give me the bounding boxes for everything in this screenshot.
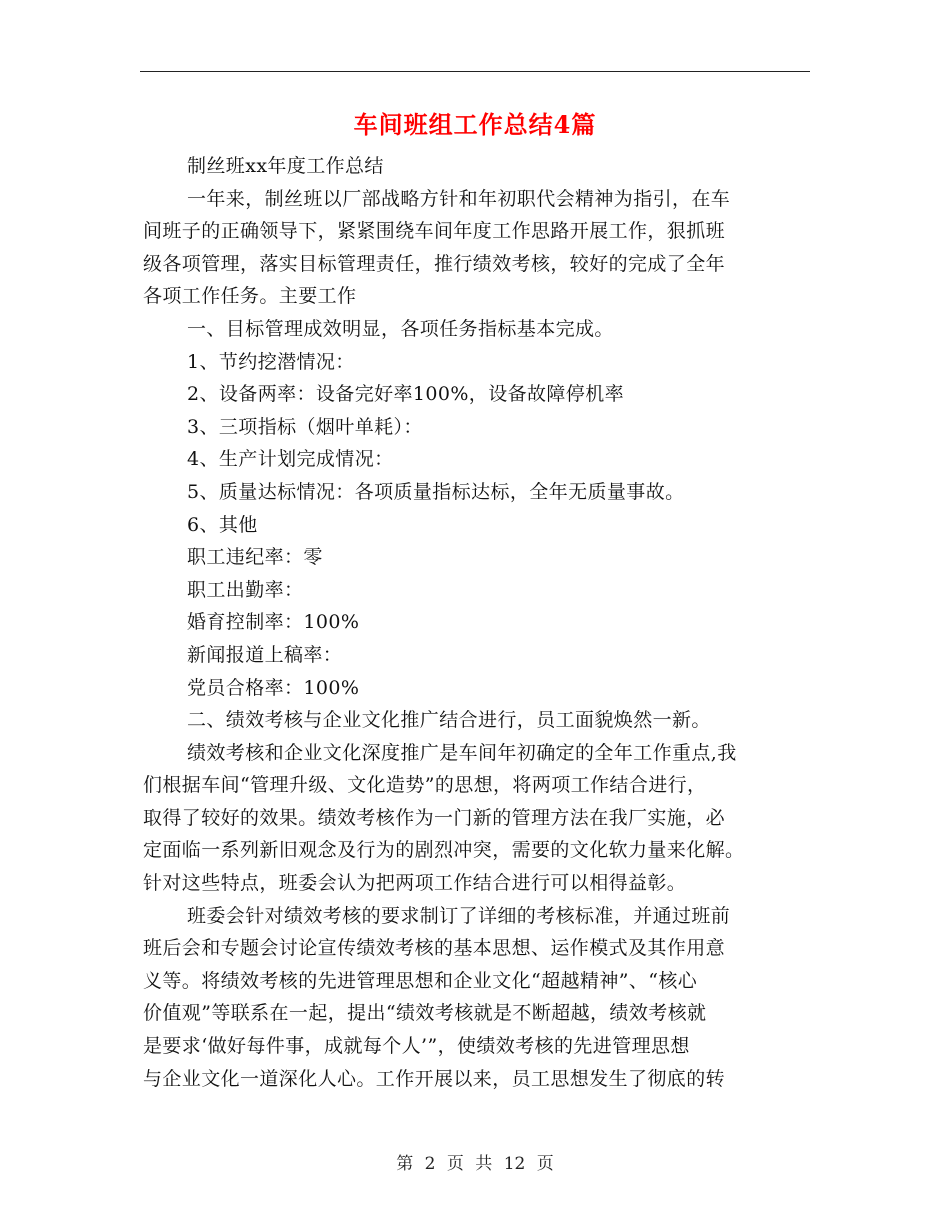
header-rule (140, 71, 810, 72)
paragraph-line: 定面临一系列新旧观念及行为的剧烈冲突，需要的文化软力量来化解。 (143, 839, 745, 862)
metric-line: 职工违纪率：零 (187, 546, 323, 569)
list-item: 5、质量达标情况：各项质量指标达标，全年无质量事故。 (187, 480, 685, 503)
document-body (143, 150, 809, 1095)
metric-line: 婚育控制率：100% (187, 611, 360, 634)
metric-line: 党员合格率：100% (187, 676, 360, 699)
list-item: 3、三项指标（烟叶单耗）： (187, 415, 423, 438)
metric-line: 职工出勤率： (187, 578, 304, 601)
paragraph-line: 价值观”等联系在一起，提出“绩效考核就是不断超越，绩效考核就 (143, 1002, 707, 1025)
paragraph-line: 班后会和专题会讨论宣传绩效考核的基本思想、运作模式及其作用意 (143, 937, 726, 960)
paragraph-line: 针对这些特点，班委会认为把两项工作结合进行可以相得益彰。 (143, 872, 687, 895)
page-number-footer: 第 2 页 共 12 页 (396, 1154, 554, 1174)
metric-line: 新闻报道上稿率： (187, 643, 343, 666)
subtitle-line: 制丝班xx年度工作总结 (187, 155, 384, 177)
paragraph-line: 与企业文化一道深化人心。工作开展以来，员工思想发生了彻底的转 (143, 1067, 726, 1090)
list-item: 6、其他 (187, 513, 258, 536)
paragraph-line: 取得了较好的效果。绩效考核作为一门新的管理方法在我厂实施，必 (143, 806, 726, 829)
list-item: 1、节约挖潜情况： (187, 350, 355, 373)
paragraph-line: 义等。将绩效考核的先进管理思想和企业文化“超越精神”、“核心 (143, 969, 698, 992)
paragraph-line: 各项工作任务。主要工作 (143, 285, 357, 308)
paragraph-line: 是要求‘做好每件事，成就每个人’”，使绩效考核的先进管理思想 (143, 1035, 690, 1058)
paragraph-line: 级各项管理，落实目标管理责任，推行绩效考核，较好的完成了全年 (143, 252, 726, 275)
section-heading: 一、目标管理成效明显，各项任务指标基本完成。 (187, 317, 614, 340)
paragraph-line: 班委会针对绩效考核的要求制订了详细的考核标准，并通过班前 (187, 904, 731, 927)
paragraph-line: 们根据车间“管理升级、文化造势”的思想，将两项工作结合进行， (143, 774, 707, 797)
paragraph-line: 间班子的正确领导下，紧紧围绕车间年度工作思路开展工作，狠抓班 (143, 220, 726, 243)
list-item: 4、生产计划完成情况： (187, 448, 394, 471)
document-title: 车间班组工作总结4篇 (353, 110, 597, 139)
paragraph-line: 一年来，制丝班以厂部战略方针和年初职代会精神为指引，在车 (187, 187, 731, 210)
paragraph-line: 绩效考核和企业文化深度推广是车间年初确定的全年工作重点,我 (187, 741, 737, 764)
section-heading: 二、绩效考核与企业文化推广结合进行，员工面貌焕然一新。 (187, 709, 711, 732)
list-item: 2、设备两率：设备完好率100%，设备故障停机率 (187, 383, 625, 406)
